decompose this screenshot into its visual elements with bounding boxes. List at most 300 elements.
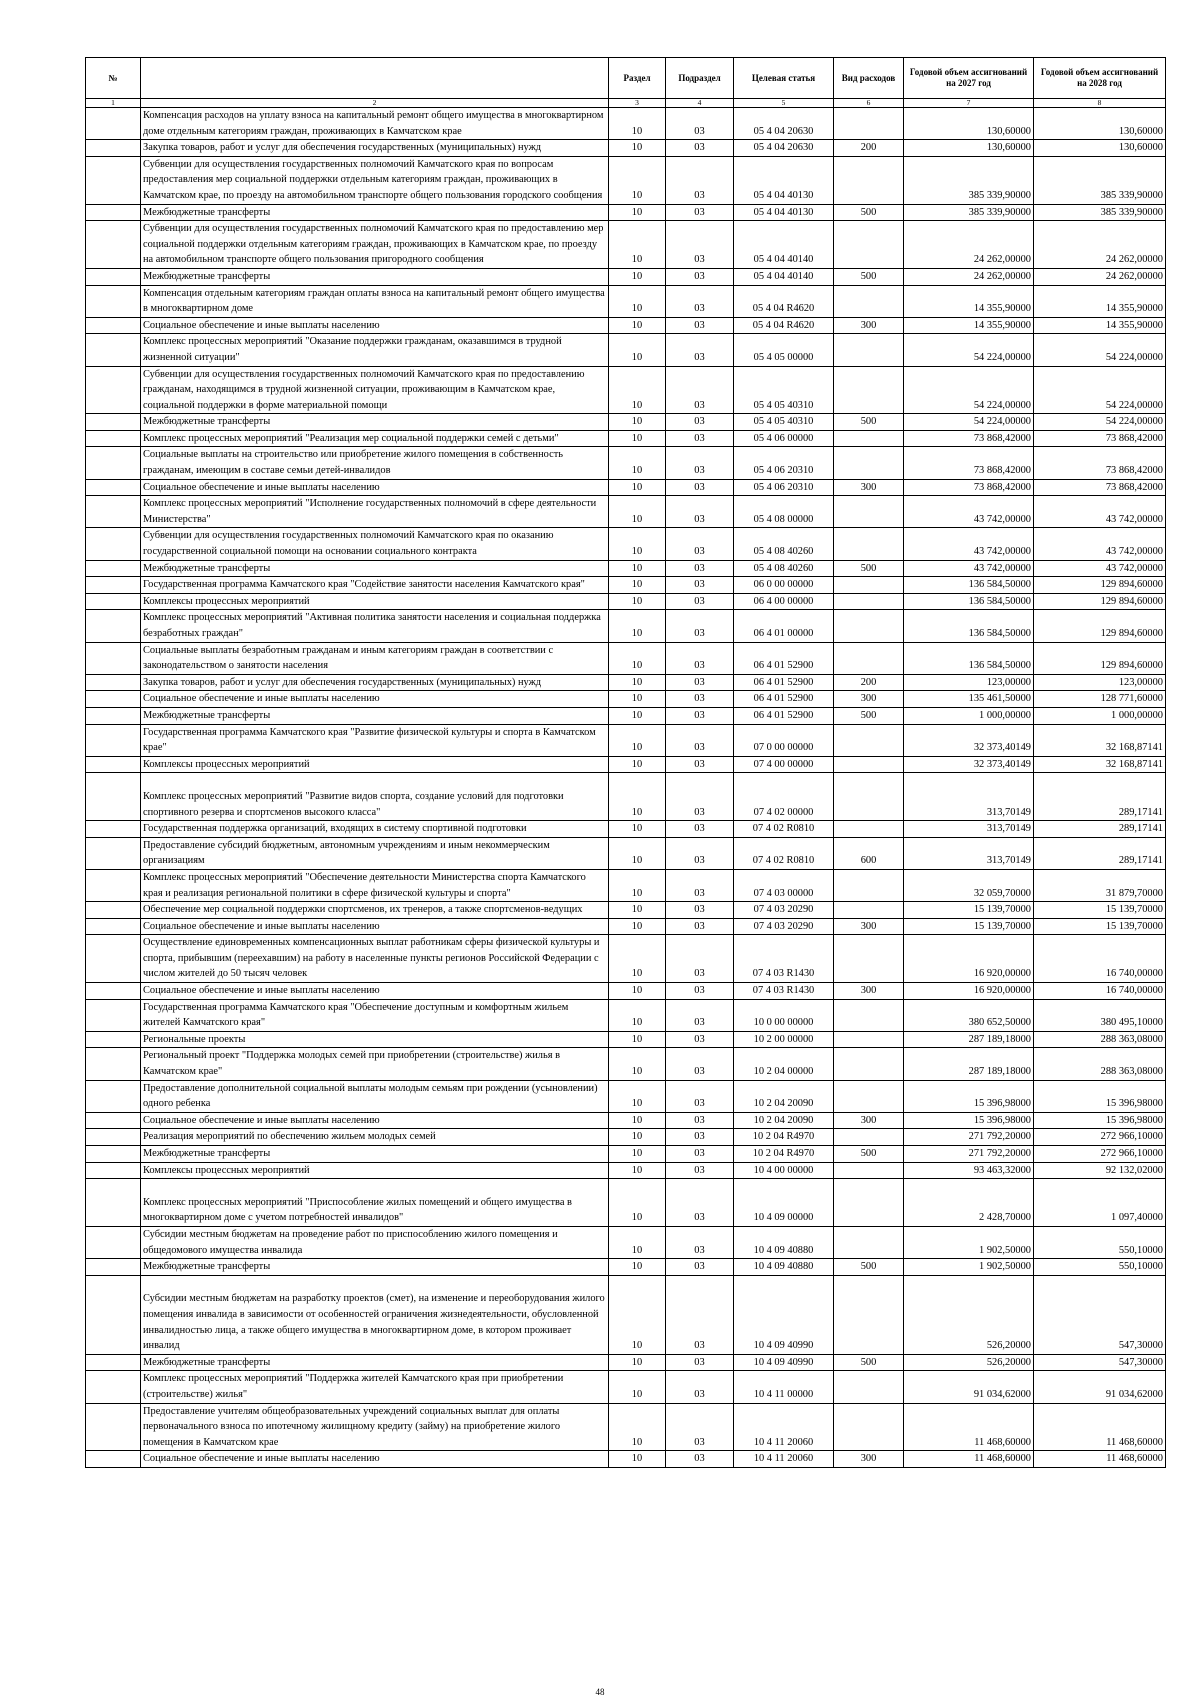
row-target: 10 2 04 00000 bbox=[734, 1048, 834, 1080]
table-row bbox=[86, 756, 1166, 773]
row-subsection: 03 bbox=[666, 707, 734, 724]
row-target: 05 4 04 40140 bbox=[734, 268, 834, 285]
row-amount-2028: 14 355,90000 bbox=[1034, 285, 1166, 317]
row-num bbox=[86, 1179, 141, 1227]
row-amount-2027: 73 868,42000 bbox=[904, 430, 1034, 447]
row-name: Межбюджетные трансферты bbox=[141, 414, 609, 431]
row-num bbox=[86, 642, 141, 674]
table-row bbox=[86, 610, 1166, 642]
row-exptype: 300 bbox=[834, 317, 904, 334]
row-amount-2027: 1 902,50000 bbox=[904, 1259, 1034, 1276]
row-section: 10 bbox=[609, 1162, 666, 1179]
row-exptype bbox=[834, 285, 904, 317]
row-subsection: 03 bbox=[666, 1080, 734, 1112]
row-amount-2028: 16 740,00000 bbox=[1034, 935, 1166, 983]
row-amount-2028: 32 168,87141 bbox=[1034, 756, 1166, 773]
row-amount-2028: 11 468,60000 bbox=[1034, 1451, 1166, 1468]
row-exptype: 500 bbox=[834, 204, 904, 221]
table-row bbox=[86, 935, 1166, 983]
row-amount-2027: 15 396,98000 bbox=[904, 1080, 1034, 1112]
row-amount-2028: 289,17141 bbox=[1034, 773, 1166, 821]
row-amount-2028: 129 894,60000 bbox=[1034, 577, 1166, 594]
row-name: Социальное обеспечение и иные выплаты населению bbox=[141, 479, 609, 496]
row-name: Межбюджетные трансферты bbox=[141, 268, 609, 285]
row-amount-2028: 15 139,70000 bbox=[1034, 918, 1166, 935]
table-row bbox=[86, 204, 1166, 221]
table-row bbox=[86, 366, 1166, 414]
header-num: № bbox=[86, 58, 141, 99]
row-amount-2027: 526,20000 bbox=[904, 1275, 1034, 1354]
row-amount-2027: 32 373,40149 bbox=[904, 724, 1034, 756]
row-num bbox=[86, 610, 141, 642]
column-number: 5 bbox=[734, 99, 834, 108]
row-section: 10 bbox=[609, 902, 666, 919]
row-exptype bbox=[834, 593, 904, 610]
table-row bbox=[86, 1354, 1166, 1371]
row-target: 10 4 09 00000 bbox=[734, 1179, 834, 1227]
row-target: 05 4 06 20310 bbox=[734, 447, 834, 479]
table-row bbox=[86, 496, 1166, 528]
header-2027: Годовой объем ассигнований на 2027 год bbox=[904, 58, 1034, 99]
row-target: 05 4 04 40130 bbox=[734, 156, 834, 204]
row-subsection: 03 bbox=[666, 773, 734, 821]
column-number-row bbox=[86, 99, 1166, 108]
row-subsection: 03 bbox=[666, 1226, 734, 1258]
row-exptype bbox=[834, 447, 904, 479]
row-amount-2028: 24 262,00000 bbox=[1034, 221, 1166, 269]
row-exptype bbox=[834, 1080, 904, 1112]
row-amount-2028: 547,30000 bbox=[1034, 1275, 1166, 1354]
row-section: 10 bbox=[609, 642, 666, 674]
row-subsection: 03 bbox=[666, 999, 734, 1031]
row-section: 10 bbox=[609, 366, 666, 414]
row-section: 10 bbox=[609, 691, 666, 708]
row-exptype bbox=[834, 773, 904, 821]
row-amount-2027: 16 920,00000 bbox=[904, 935, 1034, 983]
row-name: Закупка товаров, работ и услуг для обеспечения государственных (муниципальных) нужд bbox=[141, 674, 609, 691]
row-section: 10 bbox=[609, 869, 666, 901]
row-subsection: 03 bbox=[666, 156, 734, 204]
row-num bbox=[86, 1451, 141, 1468]
row-amount-2027: 1 902,50000 bbox=[904, 1226, 1034, 1258]
row-subsection: 03 bbox=[666, 1371, 734, 1403]
table-row bbox=[86, 999, 1166, 1031]
row-target: 05 4 04 R4620 bbox=[734, 317, 834, 334]
row-exptype: 500 bbox=[834, 268, 904, 285]
table-row bbox=[86, 773, 1166, 821]
table-row bbox=[86, 724, 1166, 756]
row-amount-2027: 271 792,20000 bbox=[904, 1129, 1034, 1146]
row-exptype bbox=[834, 1179, 904, 1227]
row-name: Предоставление субсидий бюджетным, автономным учреждениям и иным некоммерческим организациям bbox=[141, 837, 609, 869]
row-amount-2027: 11 468,60000 bbox=[904, 1403, 1034, 1451]
row-amount-2027: 73 868,42000 bbox=[904, 447, 1034, 479]
row-amount-2028: 43 742,00000 bbox=[1034, 528, 1166, 560]
row-amount-2028: 1 000,00000 bbox=[1034, 707, 1166, 724]
row-section: 10 bbox=[609, 1451, 666, 1468]
table-body bbox=[86, 108, 1166, 1468]
row-name: Государственная программа Камчатского края "Обеспечение доступным и комфортным жильем жителей Камчатского края" bbox=[141, 999, 609, 1031]
row-target: 07 4 00 00000 bbox=[734, 756, 834, 773]
table-row bbox=[86, 1129, 1166, 1146]
table-row bbox=[86, 156, 1166, 204]
table-row bbox=[86, 430, 1166, 447]
row-exptype: 500 bbox=[834, 1146, 904, 1163]
row-exptype bbox=[834, 642, 904, 674]
row-exptype bbox=[834, 430, 904, 447]
row-subsection: 03 bbox=[666, 1275, 734, 1354]
row-amount-2028: 24 262,00000 bbox=[1034, 268, 1166, 285]
row-section: 10 bbox=[609, 334, 666, 366]
row-subsection: 03 bbox=[666, 317, 734, 334]
row-num bbox=[86, 366, 141, 414]
row-exptype bbox=[834, 869, 904, 901]
row-num bbox=[86, 1259, 141, 1276]
row-section: 10 bbox=[609, 1226, 666, 1258]
row-exptype bbox=[834, 1275, 904, 1354]
row-exptype bbox=[834, 577, 904, 594]
row-target: 06 4 01 52900 bbox=[734, 707, 834, 724]
row-section: 10 bbox=[609, 108, 666, 140]
row-section: 10 bbox=[609, 1048, 666, 1080]
row-num bbox=[86, 140, 141, 157]
row-amount-2028: 73 868,42000 bbox=[1034, 447, 1166, 479]
row-num bbox=[86, 1048, 141, 1080]
header-row bbox=[86, 58, 1166, 99]
row-target: 05 4 06 20310 bbox=[734, 479, 834, 496]
row-target: 06 4 00 00000 bbox=[734, 593, 834, 610]
row-num bbox=[86, 1371, 141, 1403]
row-section: 10 bbox=[609, 1354, 666, 1371]
row-amount-2028: 91 034,62000 bbox=[1034, 1371, 1166, 1403]
table-row bbox=[86, 108, 1166, 140]
row-name: Комплекс процессных мероприятий "Развитие видов спорта, создание условий для подготовки спортивного резерва и спортсменов высокого класса" bbox=[141, 773, 609, 821]
row-name: Субвенции для осуществления государственных полномочий Камчатского края по вопросам предоставления мер социальной поддержки отдельным категориям граждан, проживающих в Камчатском крае, по проезду на автомобильном транспорте общего пользования городского сообщения bbox=[141, 156, 609, 204]
row-subsection: 03 bbox=[666, 1031, 734, 1048]
row-subsection: 03 bbox=[666, 447, 734, 479]
row-num bbox=[86, 1080, 141, 1112]
row-exptype bbox=[834, 821, 904, 838]
row-exptype bbox=[834, 724, 904, 756]
row-amount-2027: 1 000,00000 bbox=[904, 707, 1034, 724]
table-row bbox=[86, 1162, 1166, 1179]
row-amount-2027: 16 920,00000 bbox=[904, 983, 1034, 1000]
row-num bbox=[86, 285, 141, 317]
row-subsection: 03 bbox=[666, 756, 734, 773]
row-subsection: 03 bbox=[666, 837, 734, 869]
row-name: Социальное обеспечение и иные выплаты населению bbox=[141, 1451, 609, 1468]
row-name: Межбюджетные трансферты bbox=[141, 1259, 609, 1276]
row-name: Компенсация отдельным категориям граждан оплаты взноса на капитальный ремонт общего имущества в многоквартирном доме bbox=[141, 285, 609, 317]
row-section: 10 bbox=[609, 528, 666, 560]
header-2028: Годовой объем ассигнований на 2028 год bbox=[1034, 58, 1166, 99]
row-num bbox=[86, 593, 141, 610]
row-target: 10 2 00 00000 bbox=[734, 1031, 834, 1048]
row-target: 07 4 03 20290 bbox=[734, 902, 834, 919]
row-exptype bbox=[834, 156, 904, 204]
row-amount-2027: 32 059,70000 bbox=[904, 869, 1034, 901]
row-subsection: 03 bbox=[666, 642, 734, 674]
row-section: 10 bbox=[609, 935, 666, 983]
table-row bbox=[86, 479, 1166, 496]
row-amount-2027: 24 262,00000 bbox=[904, 221, 1034, 269]
row-amount-2028: 14 355,90000 bbox=[1034, 317, 1166, 334]
row-num bbox=[86, 577, 141, 594]
row-num bbox=[86, 902, 141, 919]
row-amount-2027: 43 742,00000 bbox=[904, 528, 1034, 560]
table-row bbox=[86, 674, 1166, 691]
row-amount-2027: 526,20000 bbox=[904, 1354, 1034, 1371]
row-name: Комплекс процессных мероприятий "Активная политика занятости населения и социальная поддержка безработных граждан" bbox=[141, 610, 609, 642]
row-amount-2028: 11 468,60000 bbox=[1034, 1403, 1166, 1451]
row-name: Субвенции для осуществления государственных полномочий Камчатского края по оказанию государственной социальной помощи на основании социального контракта bbox=[141, 528, 609, 560]
row-subsection: 03 bbox=[666, 560, 734, 577]
row-subsection: 03 bbox=[666, 935, 734, 983]
row-exptype bbox=[834, 108, 904, 140]
row-num bbox=[86, 983, 141, 1000]
row-subsection: 03 bbox=[666, 610, 734, 642]
row-num bbox=[86, 560, 141, 577]
row-name: Социальное обеспечение и иные выплаты населению bbox=[141, 918, 609, 935]
table-row bbox=[86, 1112, 1166, 1129]
row-section: 10 bbox=[609, 268, 666, 285]
row-num bbox=[86, 156, 141, 204]
row-exptype: 500 bbox=[834, 1354, 904, 1371]
row-num bbox=[86, 837, 141, 869]
row-num bbox=[86, 1162, 141, 1179]
row-exptype bbox=[834, 1031, 904, 1048]
row-exptype: 500 bbox=[834, 560, 904, 577]
row-amount-2028: 73 868,42000 bbox=[1034, 430, 1166, 447]
table-row bbox=[86, 1146, 1166, 1163]
row-section: 10 bbox=[609, 610, 666, 642]
row-name: Межбюджетные трансферты bbox=[141, 560, 609, 577]
row-amount-2027: 136 584,50000 bbox=[904, 642, 1034, 674]
row-amount-2028: 129 894,60000 bbox=[1034, 610, 1166, 642]
column-number: 6 bbox=[834, 99, 904, 108]
row-target: 05 4 04 40130 bbox=[734, 204, 834, 221]
row-section: 10 bbox=[609, 1259, 666, 1276]
row-exptype: 500 bbox=[834, 707, 904, 724]
row-exptype: 300 bbox=[834, 918, 904, 935]
row-section: 10 bbox=[609, 140, 666, 157]
row-num bbox=[86, 1031, 141, 1048]
row-subsection: 03 bbox=[666, 366, 734, 414]
row-amount-2028: 289,17141 bbox=[1034, 837, 1166, 869]
row-num bbox=[86, 528, 141, 560]
row-num bbox=[86, 1226, 141, 1258]
row-exptype bbox=[834, 1048, 904, 1080]
row-amount-2028: 16 740,00000 bbox=[1034, 983, 1166, 1000]
row-amount-2028: 92 132,02000 bbox=[1034, 1162, 1166, 1179]
row-exptype bbox=[834, 756, 904, 773]
row-subsection: 03 bbox=[666, 496, 734, 528]
row-amount-2027: 15 139,70000 bbox=[904, 902, 1034, 919]
row-amount-2027: 287 189,18000 bbox=[904, 1031, 1034, 1048]
budget-sheet bbox=[85, 57, 1165, 1468]
row-section: 10 bbox=[609, 593, 666, 610]
row-exptype bbox=[834, 999, 904, 1031]
table-row bbox=[86, 268, 1166, 285]
row-section: 10 bbox=[609, 1112, 666, 1129]
row-amount-2027: 32 373,40149 bbox=[904, 756, 1034, 773]
row-target: 10 4 11 00000 bbox=[734, 1371, 834, 1403]
row-amount-2027: 43 742,00000 bbox=[904, 496, 1034, 528]
row-amount-2028: 380 495,10000 bbox=[1034, 999, 1166, 1031]
row-section: 10 bbox=[609, 1179, 666, 1227]
row-name: Субсидии местным бюджетам на проведение работ по приспособлению жилого помещения и общедомового имущества инвалида bbox=[141, 1226, 609, 1258]
row-amount-2027: 54 224,00000 bbox=[904, 414, 1034, 431]
row-subsection: 03 bbox=[666, 528, 734, 560]
row-name: Социальные выплаты безработным гражданам и иным категориям граждан в соответствии с законодательством о занятости населения bbox=[141, 642, 609, 674]
row-amount-2027: 24 262,00000 bbox=[904, 268, 1034, 285]
row-section: 10 bbox=[609, 837, 666, 869]
row-target: 10 4 00 00000 bbox=[734, 1162, 834, 1179]
table-row bbox=[86, 1048, 1166, 1080]
row-amount-2028: 550,10000 bbox=[1034, 1226, 1166, 1258]
row-exptype bbox=[834, 610, 904, 642]
row-target: 07 4 03 00000 bbox=[734, 869, 834, 901]
column-number: 8 bbox=[1034, 99, 1166, 108]
row-target: 10 2 04 20090 bbox=[734, 1112, 834, 1129]
table-row bbox=[86, 1179, 1166, 1227]
row-subsection: 03 bbox=[666, 108, 734, 140]
row-target: 05 4 05 40310 bbox=[734, 414, 834, 431]
row-section: 10 bbox=[609, 1275, 666, 1354]
row-subsection: 03 bbox=[666, 479, 734, 496]
row-target: 10 2 04 20090 bbox=[734, 1080, 834, 1112]
row-subsection: 03 bbox=[666, 902, 734, 919]
row-num bbox=[86, 1403, 141, 1451]
row-subsection: 03 bbox=[666, 1259, 734, 1276]
row-target: 10 0 00 00000 bbox=[734, 999, 834, 1031]
table-row bbox=[86, 577, 1166, 594]
row-section: 10 bbox=[609, 430, 666, 447]
row-target: 07 4 03 20290 bbox=[734, 918, 834, 935]
column-number: 3 bbox=[609, 99, 666, 108]
row-target: 10 4 11 20060 bbox=[734, 1451, 834, 1468]
row-num bbox=[86, 918, 141, 935]
row-amount-2028: 288 363,08000 bbox=[1034, 1031, 1166, 1048]
column-number: 2 bbox=[141, 99, 609, 108]
row-num bbox=[86, 756, 141, 773]
row-target: 07 4 03 R1430 bbox=[734, 935, 834, 983]
row-amount-2028: 288 363,08000 bbox=[1034, 1048, 1166, 1080]
row-section: 10 bbox=[609, 1080, 666, 1112]
row-amount-2028: 15 396,98000 bbox=[1034, 1112, 1166, 1129]
row-exptype bbox=[834, 221, 904, 269]
row-section: 10 bbox=[609, 156, 666, 204]
row-section: 10 bbox=[609, 414, 666, 431]
row-subsection: 03 bbox=[666, 577, 734, 594]
row-exptype bbox=[834, 528, 904, 560]
row-subsection: 03 bbox=[666, 140, 734, 157]
table-row bbox=[86, 691, 1166, 708]
table-row bbox=[86, 560, 1166, 577]
row-section: 10 bbox=[609, 983, 666, 1000]
row-section: 10 bbox=[609, 773, 666, 821]
row-exptype: 500 bbox=[834, 414, 904, 431]
row-exptype bbox=[834, 1162, 904, 1179]
row-num bbox=[86, 935, 141, 983]
row-exptype: 200 bbox=[834, 674, 904, 691]
row-target: 05 4 06 00000 bbox=[734, 430, 834, 447]
row-name: Закупка товаров, работ и услуг для обеспечения государственных (муниципальных) нужд bbox=[141, 140, 609, 157]
row-exptype: 300 bbox=[834, 479, 904, 496]
table-row bbox=[86, 221, 1166, 269]
row-subsection: 03 bbox=[666, 1129, 734, 1146]
row-exptype: 200 bbox=[834, 140, 904, 157]
row-subsection: 03 bbox=[666, 674, 734, 691]
row-exptype: 500 bbox=[834, 1259, 904, 1276]
row-amount-2027: 14 355,90000 bbox=[904, 285, 1034, 317]
row-section: 10 bbox=[609, 821, 666, 838]
row-target: 10 2 04 R4970 bbox=[734, 1129, 834, 1146]
row-section: 10 bbox=[609, 221, 666, 269]
row-name: Государственная программа Камчатского края "Развитие физической культуры и спорта в Камчатском крае" bbox=[141, 724, 609, 756]
table-row bbox=[86, 918, 1166, 935]
row-name: Социальное обеспечение и иные выплаты населению bbox=[141, 691, 609, 708]
row-amount-2027: 11 468,60000 bbox=[904, 1451, 1034, 1468]
row-name: Субвенции для осуществления государственных полномочий Камчатского края по предоставлению мер социальной поддержки отдельным категориям граждан, проживающих в Камчатском крае, по проезду на автомобильном транспорте общего пользования пригородного сообщения bbox=[141, 221, 609, 269]
table-row bbox=[86, 1451, 1166, 1468]
row-num bbox=[86, 496, 141, 528]
row-num bbox=[86, 691, 141, 708]
row-name: Предоставление учителям общеобразовательных учреждений социальных выплат для оплаты первоначального взноса по ипотечному жилищному кредиту (займу) на приобретение жилого помещения в Камчатском крае bbox=[141, 1403, 609, 1451]
row-target: 05 4 04 R4620 bbox=[734, 285, 834, 317]
row-name: Субсидии местным бюджетам на разработку проектов (смет), на изменение и переоборудования жилого помещения инвалида в зависимости от особенностей ограничения жизнедеятельности, обусловленной инвалидностью лица, а также общего имущества в многоквартирном доме, в котором проживает инвалид bbox=[141, 1275, 609, 1354]
row-amount-2028: 54 224,00000 bbox=[1034, 414, 1166, 431]
row-amount-2028: 272 966,10000 bbox=[1034, 1146, 1166, 1163]
header-name bbox=[141, 58, 609, 99]
row-name: Реализация мероприятий по обеспечению жильем молодых семей bbox=[141, 1129, 609, 1146]
row-target: 05 4 05 40310 bbox=[734, 366, 834, 414]
row-num bbox=[86, 724, 141, 756]
header-section: Раздел bbox=[609, 58, 666, 99]
row-exptype: 300 bbox=[834, 983, 904, 1000]
row-target: 07 4 02 R0810 bbox=[734, 837, 834, 869]
row-num bbox=[86, 999, 141, 1031]
row-subsection: 03 bbox=[666, 334, 734, 366]
row-subsection: 03 bbox=[666, 430, 734, 447]
row-section: 10 bbox=[609, 496, 666, 528]
row-amount-2028: 550,10000 bbox=[1034, 1259, 1166, 1276]
row-target: 06 4 01 00000 bbox=[734, 610, 834, 642]
row-num bbox=[86, 821, 141, 838]
row-num bbox=[86, 674, 141, 691]
row-name: Межбюджетные трансферты bbox=[141, 204, 609, 221]
row-section: 10 bbox=[609, 918, 666, 935]
row-section: 10 bbox=[609, 1403, 666, 1451]
row-subsection: 03 bbox=[666, 691, 734, 708]
row-amount-2027: 385 339,90000 bbox=[904, 156, 1034, 204]
row-target: 06 4 01 52900 bbox=[734, 642, 834, 674]
row-num bbox=[86, 707, 141, 724]
row-name: Межбюджетные трансферты bbox=[141, 1354, 609, 1371]
page-number: 48 bbox=[595, 1687, 605, 1697]
row-num bbox=[86, 317, 141, 334]
table-row bbox=[86, 983, 1166, 1000]
row-num bbox=[86, 1129, 141, 1146]
row-amount-2028: 128 771,60000 bbox=[1034, 691, 1166, 708]
row-target: 07 4 03 R1430 bbox=[734, 983, 834, 1000]
row-amount-2027: 136 584,50000 bbox=[904, 593, 1034, 610]
row-num bbox=[86, 1146, 141, 1163]
row-exptype bbox=[834, 1403, 904, 1451]
row-subsection: 03 bbox=[666, 204, 734, 221]
row-amount-2028: 73 868,42000 bbox=[1034, 479, 1166, 496]
row-section: 10 bbox=[609, 577, 666, 594]
